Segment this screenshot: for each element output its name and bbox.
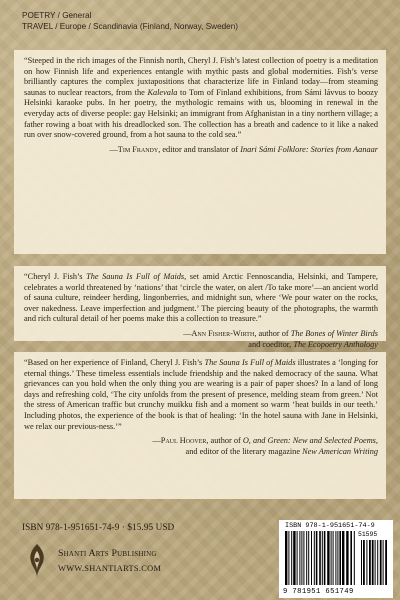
barcode-bars-icon: [283, 531, 389, 587]
attribution-work: O, and Green: New and Selected Poems,: [242, 436, 378, 446]
publisher-website: WWW.SHANTIARTS.COM: [58, 564, 162, 573]
category-line-travel: TRAVEL / Europe / Scandinavia (Finland, Norway, Sweden): [22, 22, 239, 31]
isbn-barcode: [279, 520, 393, 598]
attribution-work: The Bones of Winter Birds: [290, 328, 378, 338]
attribution-work: Inari Sámi Folklore: Stories from Aanaar: [240, 144, 378, 154]
barcode-addon-digits: 51595: [358, 531, 378, 538]
attribution-name: Tim Frandy: [117, 144, 159, 154]
blurb-panel-frandy: [14, 50, 386, 254]
blurb-attribution: —Paul Hoover, author of O, and Green: New and Selected Poems, and editor of the literary magazine New American Writing: [152, 436, 378, 456]
barcode-isbn-text: ISBN 978-1-951651-74-9: [285, 522, 375, 530]
barcode-digits: 9 781951 651749: [283, 588, 354, 596]
category-line-poetry: POETRY / General: [22, 11, 92, 20]
attribution-name: Paul Hoover: [160, 436, 207, 446]
book-category: [22, 10, 238, 32]
attribution-work-2: New American Writing: [302, 446, 378, 456]
blurb-panel-hoover: [14, 352, 386, 499]
blurb-quote: “Cheryl J. Fish’s The Sauna Is Full of Maids, set amid Arctic Fennoscandia, Helsinki, and Tampere, celebrates a world threatened by ‘nations’ that ‘circle the water, on alert /To take more’—an ancient world of sauna culture, reindeer herding, lingonberries, and midnight sun, where ‘We pour water on the rocks, over nakedness. Leave imperfection and judgment.’ The piercing beauty of the photographs, the warmth and rich cultural detail of her poems make this a collection to treasure.”: [24, 272, 378, 324]
attribution-work-2: The Ecopoetry Anthology: [293, 339, 378, 349]
publisher-logo-icon: [22, 542, 52, 580]
blurb-quote: “Based on her experience of Finland, Cheryl J. Fish’s The Sauna Is Full of Maids illustrates a ‘longing for eternal things.’ These timeless essentials include friendship and the naked democracy of the sauna. What grievances can you hold when the only thing you are wearing is a pair of paper shoes? In a land of long days and refreshing cold, ‘The city unfolds from the present of presence, melding steam from green.’ Not the stress of American traffic but crunchy muikku fish and a moment so warm ‘heat builds in our teeth.’ Including photos, the experience of the book is that of healing: ‘In the hotel sauna with Jane in Helsinki, we relax our previous-ness.’”: [24, 358, 379, 431]
blurb-attribution: —Tim Frandy, editor and translator of Inari Sámi Folklore: Stories from Aanaar: [109, 144, 378, 154]
blurb-quote: “Steeped in the rich images of the Finnish north, Cheryl J. Fish’s latest collection of poetry is a meditation on how Finnish life and experiences entangle with mythic pasts and global modernities. Fish’s verse brilliantly captures the complex juxtapositions that characterize life in Finland today—from steaming saunas to nuclear reactors, from the Kalevala to Tom of Finland exhibitions, from Sámi lávvus to boozy Helsinki karaoke pubs. In her poetry, the mythologic remains with us, blooming in renewal in the everyday acts of diverse people: gay Helsinki; an immigrant from Afghanistan in a tiny northern village; a father rowing a boat with his dreadlocked son. The collection has a breath and cadence to it like a naked run over snow-covered ground, from a hot sauna to the cold sea.”: [24, 56, 378, 140]
publisher-name: Shanti Arts Publishing: [58, 548, 157, 559]
back-cover-footer: [0, 514, 400, 600]
isbn-price: ISBN 978-1-951651-74-9 · $15.95 USD: [22, 522, 175, 532]
blurb-panel-fisher-wirth: [14, 266, 386, 349]
attribution-name: Ann Fisher-Wirth: [191, 328, 255, 338]
blurb-attribution: —Ann Fisher-Wirth, author of The Bones of Winter Birds and coeditor, The Ecopoetry Anthology: [183, 328, 378, 349]
